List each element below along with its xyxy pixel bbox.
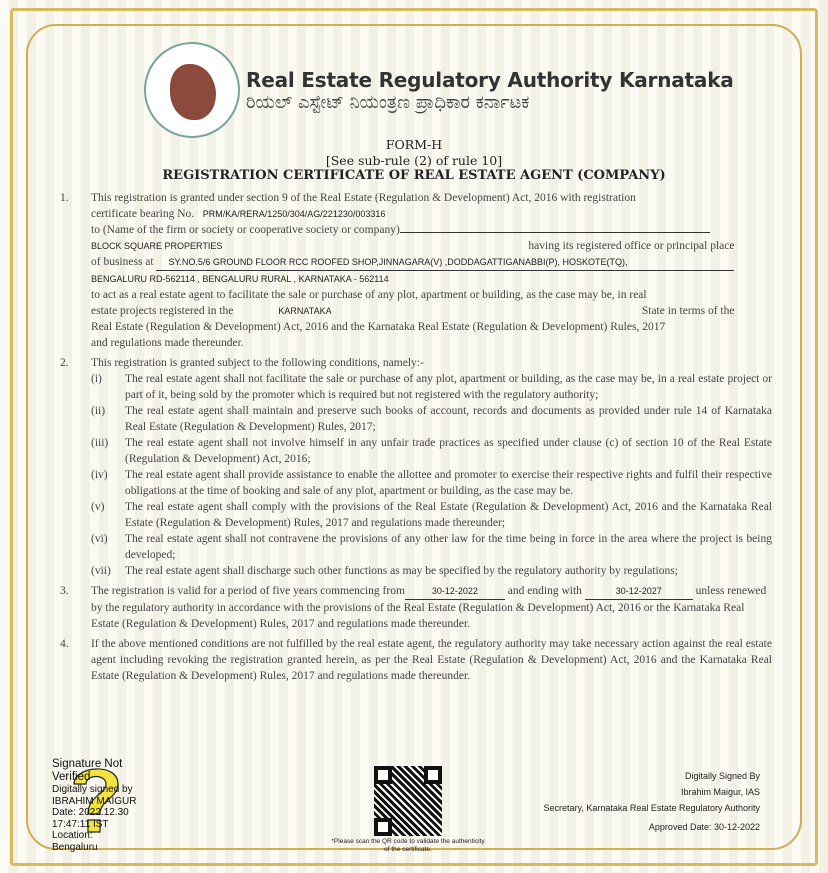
condition-item (91, 403, 772, 435)
paragraph-4 (60, 636, 772, 684)
condition-text: The real estate agent shall discharge such other functions as may be specified by the regulatory authority by regulations; (125, 565, 678, 577)
text: Location: (52, 830, 93, 841)
state: KARNATAKA (278, 306, 332, 316)
para-number: 1. (60, 192, 69, 204)
conditions-list (60, 371, 772, 579)
text: IBRAHIM MAIGUR (52, 795, 137, 807)
text: to (Name of the firm or society or cooperative society or company) (91, 224, 400, 236)
authority-title: Real Estate Regulatory Authority Karnataka (246, 68, 734, 92)
condition-number: (iii) (91, 437, 109, 449)
text: Secretary, Karnataka Real Estate Regulatory Authority (543, 803, 760, 813)
para-number: 3. (60, 585, 69, 597)
start-date: 30-12-2022 (405, 583, 505, 600)
signature-block[interactable] (52, 758, 136, 853)
end-date: 30-12-2027 (585, 583, 693, 600)
text: certificate bearing No. (91, 208, 195, 220)
certificate-body (60, 190, 772, 684)
signature-status: Signature Not Verified (52, 758, 123, 783)
para-number: 2. (60, 357, 69, 369)
condition-number: (iv) (91, 469, 108, 481)
condition-number: (vi) (91, 533, 108, 545)
text: estate projects registered in the (91, 305, 234, 317)
condition-item (91, 467, 772, 499)
condition-item (91, 371, 772, 403)
text: Bengaluru (52, 841, 98, 853)
text: to act as a real estate agent to facilitate the sale or purchase of any plot, apartment or building, as the case may be, in real (91, 289, 647, 301)
condition-text: The real estate agent shall not facilitate the sale or purchase of any plot, apartment or building, as the case may be, in a real estate project or part of it, being sold by the promoter which is required but not registered with the regulatory authority; (125, 373, 772, 401)
text: and ending with (507, 585, 582, 597)
approved-date: Approved Date: 30-12-2022 (648, 822, 760, 832)
text: If the above mentioned conditions are not fulfilled by the real estate agent, the regulatory authority may take necessary action against the real estate agent including revoking the registration granted herein, as per the Real Estate (Regulation & Development) Act, 2016 and the Karnataka Real Estate (Regulation & Development) Rules, 2017 and regulations made thereunder. (91, 638, 772, 682)
text: Ibrahim Maigur, IAS (680, 787, 760, 797)
text: State in terms of the (641, 305, 735, 317)
text: This registration is granted subject to the following conditions, namely:- (91, 357, 424, 369)
text: Date: 2022.12.30 (52, 807, 129, 818)
condition-item (91, 499, 772, 531)
karnataka-map-icon (170, 64, 216, 120)
condition-text: The real estate agent shall not contravene the provisions of any other law for the time being in force in the area where the project is being developed; (125, 533, 772, 561)
para-number: 4. (60, 638, 69, 650)
condition-text: The real estate agent shall maintain and preserve such books of account, records and documents as provided under rule 14 of Karnataka Real Estate (Regulation & Development) Rules, 2017; (125, 405, 772, 433)
text: 17:47:11 IST (52, 818, 109, 830)
text: Digitally signed by (52, 784, 133, 795)
address-line-1: SY.NO.5/6 GROUND FLOOR RCC ROOFED SHOP,JINNAGARA(V) ,DODDAGATTIGANABBI(P), HOSKOTE(TQ), (156, 254, 734, 271)
authority-title-kannada: ರಿಯಲ್ ಎಸ್ಟೇಟ್ ನಿಯಂತ್ರಣ ಪ್ರಾಧಿಕಾರ ಕರ್ನಾಟಕ (246, 92, 530, 113)
condition-item (91, 531, 772, 563)
condition-number: (vii) (91, 565, 111, 577)
paragraph-1 (60, 190, 772, 351)
qr-code (374, 766, 442, 836)
condition-item (91, 435, 772, 467)
rera-logo (144, 42, 240, 138)
text: Real Estate (Regulation & Development) Act, 2016 and the Karnataka Real Estate (Regulation & Development) Rules, 2017 (91, 321, 666, 333)
paragraph-2 (60, 355, 772, 371)
text: This registration is granted under section 9 of the Real Estate (Regulation & Development) Act, 2016 with registration (91, 192, 636, 204)
condition-number: (v) (91, 501, 105, 513)
address-line-2: BENGALURU RD-562114 , BENGALURU RURAL , KARNATAKA - 562114 (91, 274, 389, 284)
condition-text: The real estate agent shall comply with the provisions of the Real Estate (Regulation & Development) Act, 2016 and the Karnataka Real Estate (Regulation & Development) Rules, 2017 and regulations made thereunder; (125, 501, 772, 529)
registration-number: PRM/KA/RERA/1250/304/AG/221230/003316 (202, 209, 386, 219)
text: having its registered office or principal place (528, 240, 735, 252)
condition-number: (ii) (91, 405, 106, 417)
certificate-heading: REGISTRATION CERTIFICATE OF REAL ESTATE AGENT (COMPANY) (162, 168, 666, 183)
form-rule: [See sub-rule (2) of rule 10] (325, 153, 503, 168)
text: of business at (91, 256, 154, 268)
text: Digitally Signed By (684, 771, 760, 781)
paragraph-3 (60, 583, 772, 632)
firm-name: BLOCK SQUARE PROPERTIES (91, 241, 223, 251)
condition-text: The real estate agent shall not involve himself in any unfair trade practices as specified under clause (c) of section 10 of the Real Estate (Regulation & Development) Act, 2016; (125, 437, 772, 465)
text: unless renewed by the regulatory authority in accordance with the provisions of the Real Estate (Regulation & Development) Act, 2016 or the Karnataka Real Estate (Regulation & Development) Rules, 2017 and regulations made thereunder. (91, 585, 767, 630)
condition-number: (i) (91, 373, 102, 385)
qr-note: *Please scan the QR code to validate the authenticity of the certificate. (331, 838, 485, 853)
form-name: FORM-H (385, 137, 443, 152)
condition-item (91, 563, 772, 579)
text: The registration is valid for a period of five years commencing from (91, 585, 405, 597)
text: and regulations made thereunder. (91, 337, 244, 349)
condition-text: The real estate agent shall provide assistance to enable the allottee and promoter to exercise their respective rights and fulfil their respective obligations at the time of booking and sale of any plot, apartment or building, as the case may be. (125, 469, 772, 497)
signed-by-block (544, 768, 760, 816)
